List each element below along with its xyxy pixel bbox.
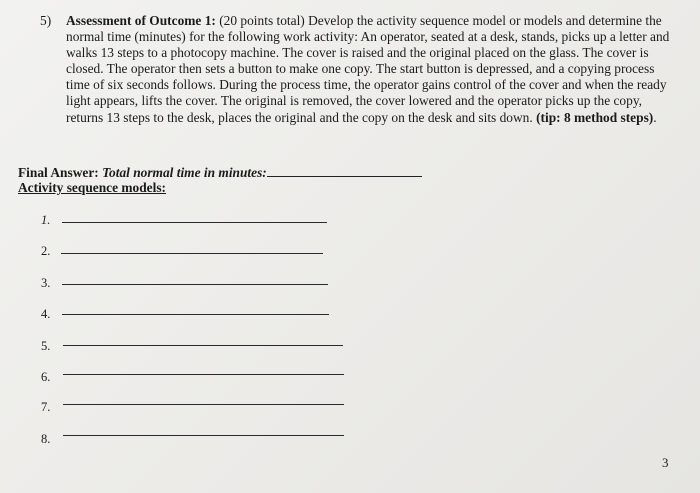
question-description: (20 points total) Develop the activity sequence model or models and determine the normal time (minutes) for the following work activity: An operator, seated at a desk, stands, picks up a letter and walks 13 steps to a photocopy machine. The cover is raised and the original placed on the glass. The cover is closed. The operator then sets a button to make one copy. The start button is depressed, and a copying process time of six seconds follows. During the process time, the operator gains control of the cover and when the ready light appears, lifts the cover. The original is removed, the cover lowered and the operator picks up the copy, returns 13 steps to the desk, places the original and the copy on the desk and sits down.: [66, 13, 670, 125]
page-number: 3: [662, 455, 669, 470]
step-answer-line[interactable]: [63, 345, 343, 346]
models-heading: Activity sequence models:: [18, 180, 167, 195]
step-answer-line[interactable]: [62, 222, 327, 223]
step-answer-line[interactable]: [62, 284, 328, 285]
step-answer-line[interactable]: [63, 404, 344, 405]
step-number: 8.: [41, 432, 51, 446]
question-number: 5): [40, 13, 52, 28]
step-answer-line[interactable]: [63, 374, 344, 375]
step-answer-line[interactable]: [62, 314, 329, 315]
step-number: 1.: [41, 213, 51, 227]
step-number: 4.: [41, 307, 51, 321]
step-answer-line[interactable]: [63, 435, 344, 436]
step-number: 2.: [41, 244, 51, 258]
final-answer-prompt: Total normal time in minutes:: [102, 165, 267, 180]
question-title: Assessment of Outcome 1:: [66, 13, 216, 28]
step-number: 6.: [41, 370, 51, 384]
final-answer-label: Final Answer:: [18, 165, 99, 180]
step-answer-line[interactable]: [61, 253, 323, 254]
question-end: .: [653, 109, 657, 125]
step-number: 7.: [41, 400, 51, 414]
step-number: 3.: [41, 276, 51, 290]
step-number: 5.: [41, 339, 51, 353]
question-tip: (tip: 8 method steps): [536, 109, 654, 125]
